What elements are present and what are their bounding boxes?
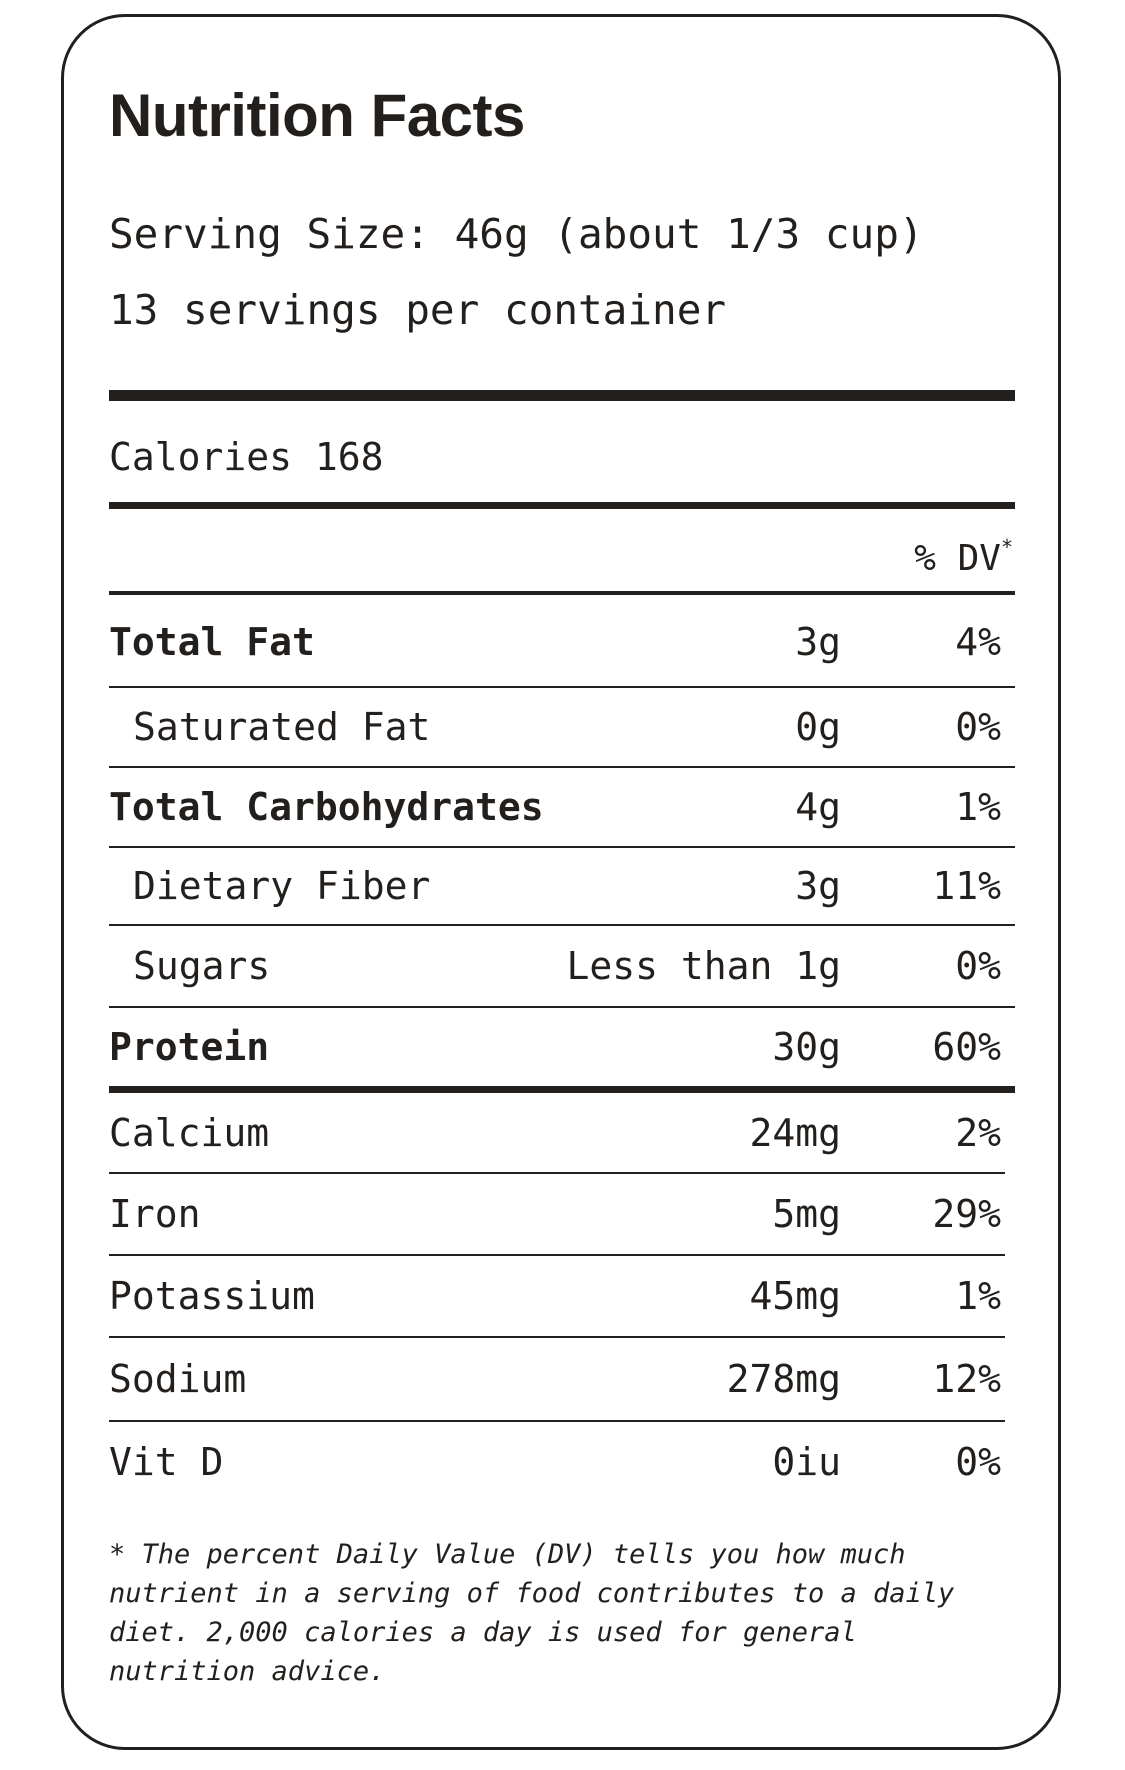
nutrient-name: Saturated Fat: [133, 705, 431, 749]
daily-value-header: [914, 535, 1013, 579]
nutrient-daily-value: 0%: [955, 705, 1001, 749]
daily-value-header-text: % DV: [914, 538, 1001, 579]
nutrient-daily-value: 1%: [955, 785, 1001, 829]
nutrient-daily-value: 0%: [955, 1440, 1001, 1484]
nutrient-amount: Less than 1g: [566, 944, 841, 988]
nutrient-amount: 24mg: [749, 1110, 841, 1155]
nutrient-row-total-fat: [109, 597, 1015, 686]
nutrient-row-potassium: [109, 1256, 1015, 1336]
nutrient-amount: 278mg: [726, 1357, 841, 1401]
nutrient-name: Dietary Fiber: [133, 864, 431, 908]
nutrient-row-calcium: [109, 1093, 1015, 1172]
nutrient-daily-value: 2%: [955, 1110, 1001, 1155]
nutrient-row-sugars: [109, 926, 1015, 1006]
header-divider: [109, 591, 1015, 595]
nutrient-name: Total Fat: [109, 619, 315, 664]
nutrient-amount: 3g: [795, 864, 841, 908]
nutrient-name: Calcium: [109, 1110, 270, 1155]
nutrient-daily-value: 4%: [955, 619, 1001, 664]
nutrient-amount: 4g: [795, 785, 841, 829]
nutrient-amount: 30g: [772, 1025, 841, 1069]
daily-value-footnote: * The percent Daily Value (DV) tells you how much nutrient in a serving of food contributes to a daily diet. 2,000 calories a day is used for general nutrition advice.: [109, 1539, 955, 1687]
nutrient-daily-value: 1%: [955, 1274, 1001, 1318]
nutrient-row-iron: [109, 1174, 1015, 1254]
nutrient-daily-value: 60%: [932, 1025, 1001, 1069]
thick-divider: [109, 390, 1015, 401]
daily-value-asterisk: *: [1000, 535, 1013, 559]
calories: Calories 168: [109, 435, 384, 479]
label-title: Nutrition Facts: [109, 82, 525, 149]
nutrient-amount: 3g: [795, 619, 841, 664]
nutrient-amount: 45mg: [749, 1274, 841, 1318]
nutrient-daily-value: 12%: [932, 1357, 1001, 1401]
nutrient-row-saturated-fat: [109, 688, 1015, 766]
nutrient-name: Sugars: [133, 944, 271, 988]
nutrient-row-sodium: [109, 1338, 1015, 1420]
nutrient-row-protein: [109, 1008, 1015, 1086]
nutrient-name: Total Carbohydrates: [109, 785, 544, 829]
nutrient-amount: 0g: [795, 705, 841, 749]
nutrient-name: Potassium: [109, 1274, 315, 1318]
medium-divider: [109, 502, 1015, 509]
nutrient-amount: 0iu: [772, 1440, 841, 1484]
nutrient-row-total-carbohydrates: [109, 768, 1015, 846]
nutrient-daily-value: 0%: [955, 944, 1001, 988]
nutrient-name: Vit D: [109, 1440, 224, 1484]
nutrient-row-vit-d: [109, 1422, 1015, 1502]
nutrient-name: Sodium: [109, 1357, 247, 1401]
nutrient-daily-value: 11%: [932, 864, 1001, 908]
thick-row-divider: [109, 1086, 1015, 1093]
servings-per-container: 13 servings per container: [109, 286, 727, 334]
serving-size: Serving Size: 46g (about 1/3 cup): [109, 210, 924, 258]
nutrient-daily-value: 29%: [932, 1192, 1001, 1236]
nutrient-name: Protein: [109, 1025, 270, 1069]
nutrient-amount: 5mg: [772, 1192, 841, 1236]
nutrient-row-dietary-fiber: [109, 848, 1015, 924]
nutrient-name: Iron: [109, 1192, 201, 1236]
